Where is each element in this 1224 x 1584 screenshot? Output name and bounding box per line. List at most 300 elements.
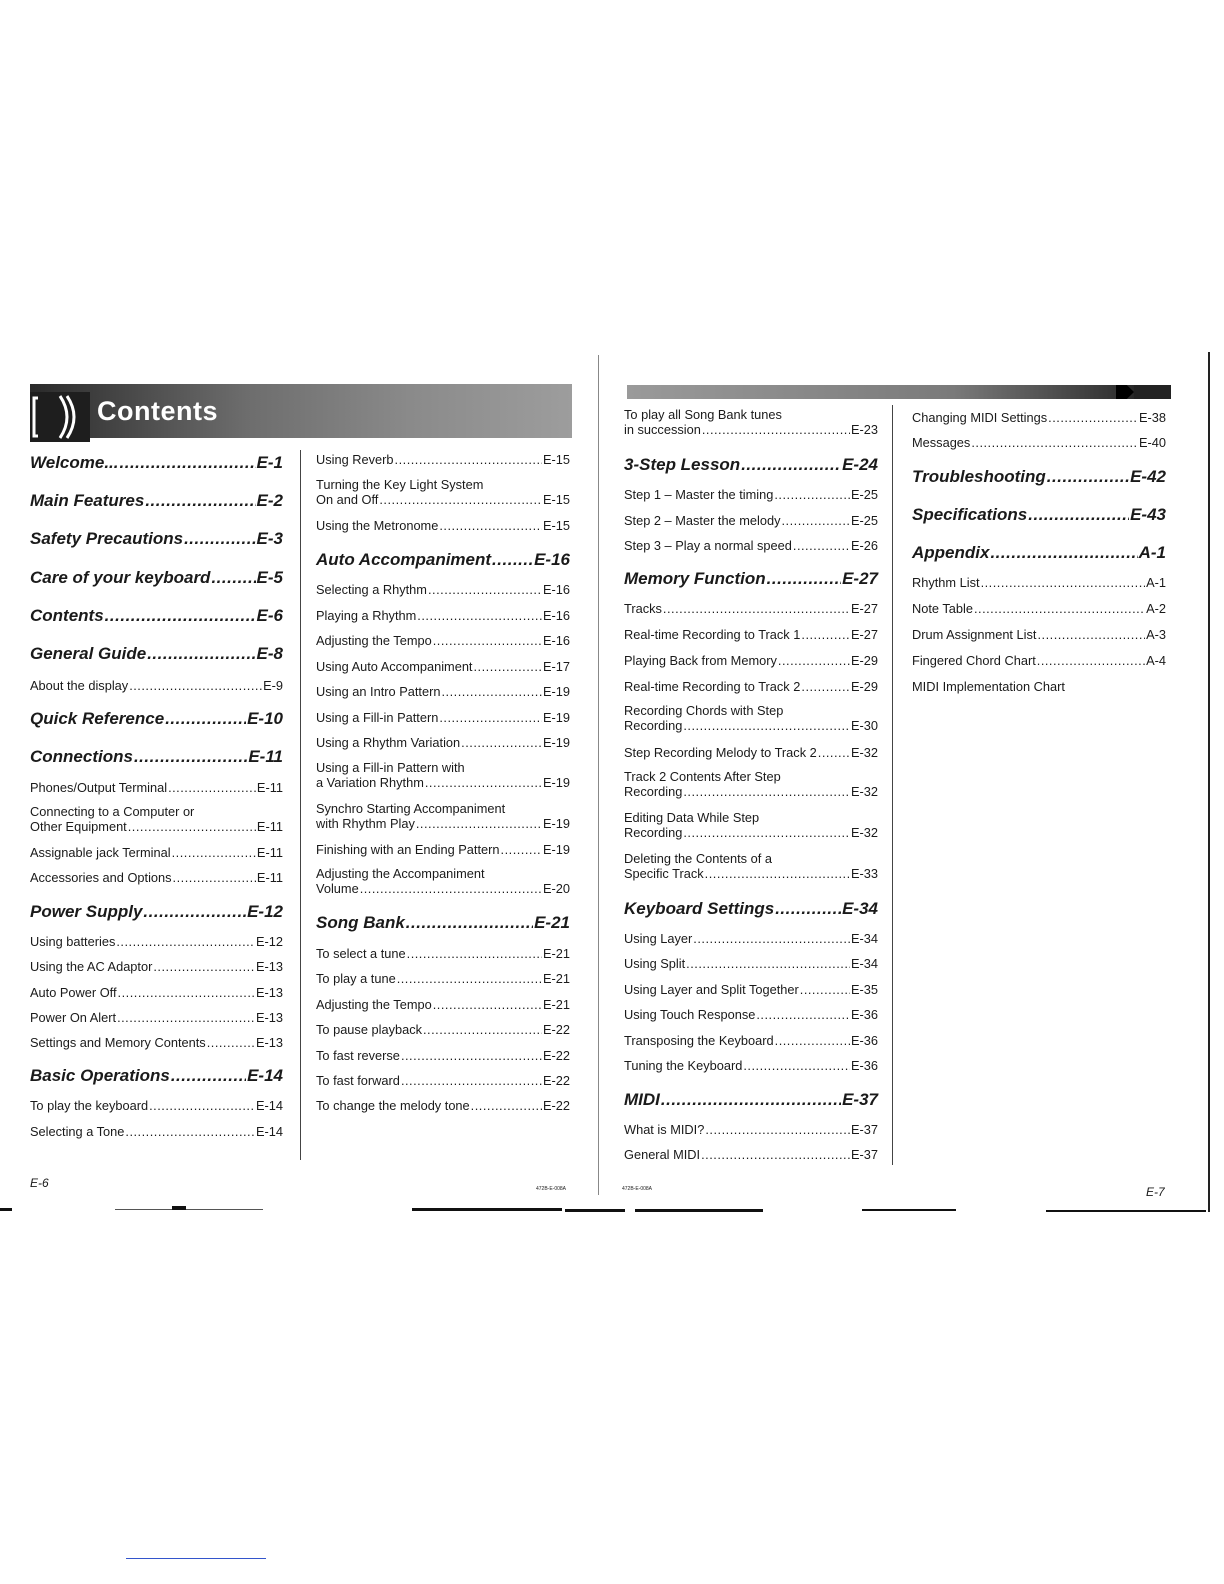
toc-entry-label: To fast reverse	[316, 1048, 400, 1063]
toc-entry-label: Changing MIDI Settings	[912, 410, 1048, 425]
page-number-left: E-6	[30, 1176, 49, 1190]
toc-page-number: E-6	[256, 606, 283, 625]
toc-entry-label-line1: Connecting to a Computer or	[30, 804, 195, 819]
toc-entry[interactable]	[30, 985, 283, 1000]
leader-dots	[379, 492, 542, 507]
toc-entry[interactable]	[624, 982, 878, 997]
toc-entry[interactable]	[30, 1098, 283, 1113]
leader-dots	[401, 1048, 542, 1063]
toc-entry-label: To fast forward	[316, 1073, 400, 1088]
toc-entry[interactable]	[912, 575, 1166, 590]
leader-dots	[145, 491, 255, 511]
toc-entry-label: Connections	[30, 747, 133, 766]
toc-entry-label-line2: Other Equipment	[30, 819, 127, 834]
toc-entry[interactable]	[316, 608, 570, 623]
toc-section[interactable]	[30, 902, 283, 922]
toc-entry[interactable]	[912, 627, 1166, 642]
toc-entry[interactable]	[624, 851, 878, 881]
toc-page-number: E-24	[842, 455, 878, 474]
toc-section[interactable]	[30, 747, 283, 767]
leader-dots	[441, 684, 541, 699]
toc-entry-label: Step Recording Melody to Track 2	[624, 745, 817, 760]
toc-page-number: E-34	[842, 899, 878, 918]
toc-entry-label: Basic Operations	[30, 1066, 170, 1085]
leader-dots	[683, 718, 850, 733]
toc-entry[interactable]	[316, 582, 570, 597]
toc-page-number: E-16	[542, 633, 570, 648]
leader-dots	[439, 518, 542, 533]
toc-page-number: E-38	[1138, 410, 1166, 425]
leader-dots	[105, 606, 256, 626]
toc-entry-label: Appendix	[912, 543, 990, 562]
toc-entry-label-line2: Recording	[624, 718, 683, 733]
toc-entry[interactable]	[316, 1022, 570, 1037]
leader-dots	[801, 627, 850, 642]
toc-entry[interactable]	[316, 1048, 570, 1063]
toc-entry-label: Note Table	[912, 601, 973, 616]
toc-entry-label: Tuning the Keyboard	[624, 1058, 743, 1073]
toc-page-number: E-34	[850, 931, 878, 946]
toc-entry[interactable]	[30, 870, 283, 885]
leader-dots	[471, 1098, 542, 1113]
toc-page-number: E-14	[247, 1066, 283, 1085]
scan-line-4	[412, 1208, 562, 1211]
toc-entry-label: Song Bank	[316, 913, 405, 932]
toc-entry-label: Troubleshooting	[912, 467, 1046, 486]
toc-entry[interactable]	[316, 997, 570, 1012]
toc-entry-label: Tracks	[624, 601, 662, 616]
toc-section[interactable]	[624, 899, 878, 919]
toc-entry-label: Using the AC Adaptor	[30, 959, 153, 974]
toc-entry[interactable]	[30, 1035, 283, 1050]
leader-dots	[360, 881, 542, 896]
toc-page-number: E-9	[263, 678, 283, 693]
toc-page-number: E-15	[542, 518, 570, 533]
toc-page-number: A-3	[1146, 627, 1166, 642]
toc-page-number: E-25	[850, 513, 878, 528]
toc-entry-label: General Guide	[30, 644, 147, 663]
toc-page-number: E-11	[256, 845, 283, 860]
toc-entry-label: Auto Accompaniment	[316, 550, 492, 569]
toc-entry-label-line2: a Variation Rhythm	[316, 775, 424, 790]
toc-entry[interactable]	[316, 710, 570, 725]
toc-entry-label-line1: Turning the Key Light System	[316, 477, 484, 492]
leader-dots	[433, 633, 542, 648]
toc-page-number: E-30	[850, 718, 878, 733]
toc-section[interactable]	[624, 455, 878, 475]
leader-dots	[461, 735, 542, 750]
toc-entry-label: Step 2 – Master the melody	[624, 513, 781, 528]
toc-page-number: E-8	[256, 644, 283, 663]
toc-entry-label: To play the keyboard	[30, 1098, 149, 1113]
toc-entry[interactable]	[30, 845, 283, 860]
toc-page-number: E-19	[542, 735, 570, 750]
leader-dots	[661, 1090, 841, 1110]
toc-entry-label: Playing a Rhythm	[316, 608, 417, 623]
toc-entry-label: Using a Rhythm Variation	[316, 735, 461, 750]
leader-dots	[149, 1098, 255, 1113]
toc-page-number: E-21	[542, 997, 570, 1012]
toc-entry-label-line2: in succession	[624, 422, 701, 437]
toc-page-number: E-14	[255, 1098, 283, 1113]
toc-section[interactable]	[30, 606, 283, 626]
toc-entry-label: To select a tune	[316, 946, 406, 961]
toc-section[interactable]	[912, 467, 1166, 487]
leader-dots	[756, 1007, 850, 1022]
toc-entry-label: Messages	[912, 435, 971, 450]
scan-line-8	[1046, 1210, 1206, 1212]
toc-entry-label-line1: Editing Data While Step	[624, 810, 760, 825]
toc-entry[interactable]	[316, 1073, 570, 1088]
toc-entry-label-line2: Recording	[624, 825, 683, 840]
leader-dots	[1028, 505, 1129, 525]
toc-page-number: E-13	[255, 1035, 283, 1050]
leader-dots	[974, 601, 1145, 616]
toc-entry[interactable]	[624, 487, 878, 502]
toc-page-number: E-3	[256, 529, 283, 548]
toc-entry-label-line2: On and Off	[316, 492, 379, 507]
toc-page-number: E-32	[850, 745, 878, 760]
toc-entry[interactable]	[316, 452, 570, 467]
toc-entry[interactable]	[912, 653, 1166, 668]
toc-page-number: E-19	[542, 684, 570, 699]
leader-dots	[693, 931, 850, 946]
scan-line-3	[172, 1206, 186, 1210]
toc-entry-label: Main Features	[30, 491, 145, 510]
toc-entry[interactable]	[624, 1058, 878, 1073]
leader-dots	[981, 575, 1146, 590]
toc-entry-label: Rhythm List	[912, 575, 980, 590]
leader-dots	[428, 582, 542, 597]
toc-entry-label: Contents	[30, 606, 104, 625]
toc-entry-label: Step 3 – Play a normal speed	[624, 538, 792, 553]
toc-page-number: E-11	[256, 780, 283, 795]
toc-entry[interactable]	[624, 513, 878, 528]
toc-entry-label: Memory Function	[624, 569, 766, 588]
toc-entry[interactable]	[316, 633, 570, 648]
toc-entry[interactable]	[316, 971, 570, 986]
toc-page-number: E-21	[542, 946, 570, 961]
toc-entry[interactable]	[624, 679, 878, 694]
toc-page-number: E-33	[850, 866, 878, 881]
toc-entry[interactable]	[624, 703, 878, 733]
leader-dots	[168, 780, 256, 795]
doc-code-left: 472B-E-008A	[536, 1186, 567, 1192]
toc-page-number: E-19	[542, 775, 570, 790]
toc-page-number: E-23	[850, 422, 878, 437]
toc-page-number: E-36	[850, 1058, 878, 1073]
leader-dots	[120, 453, 256, 473]
toc-page-number: E-14	[255, 1124, 283, 1139]
toc-section[interactable]	[30, 529, 283, 549]
toc-page-number: E-36	[850, 1033, 878, 1048]
toc-entry-label: Power Supply	[30, 902, 143, 921]
toc-entry[interactable]	[316, 659, 570, 674]
toc-page-number: E-21	[534, 913, 570, 932]
toc-entry-label: Selecting a Tone	[30, 1124, 125, 1139]
leader-dots	[211, 568, 255, 588]
leader-dots	[782, 513, 850, 528]
leader-dots	[705, 866, 850, 881]
toc-page-number: E-26	[850, 538, 878, 553]
toc-page-number: E-13	[255, 985, 283, 1000]
page-title: Contents	[97, 396, 218, 426]
toc-page-number: E-22	[542, 1098, 570, 1113]
toc-section[interactable]	[30, 568, 283, 588]
toc-entry-label: Welcome...	[30, 453, 119, 472]
toc-entry-label: Safety Precautions	[30, 529, 184, 548]
toc-entry[interactable]	[912, 679, 1166, 694]
scan-line-7	[862, 1209, 956, 1211]
toc-entry[interactable]	[316, 946, 570, 961]
toc-entry[interactable]	[316, 842, 570, 857]
toc-entry-label: Using the Metronome	[316, 518, 439, 533]
leader-dots	[406, 913, 533, 933]
toc-page-number: E-32	[850, 825, 878, 840]
leader-dots	[686, 956, 850, 971]
toc-page-number: E-22	[542, 1022, 570, 1037]
toc-page-number: E-16	[534, 550, 570, 569]
leader-dots	[990, 543, 1137, 563]
toc-entry-label: Using Auto Accompaniment	[316, 659, 473, 674]
toc-page-number: E-1	[256, 453, 283, 472]
toc-page-number: E-27	[850, 601, 878, 616]
toc-section[interactable]	[624, 569, 878, 589]
toc-entry-label-line2: Specific Track	[624, 866, 704, 881]
leader-dots	[501, 842, 542, 857]
toc-page-number: E-10	[247, 709, 283, 728]
toc-entry[interactable]	[316, 518, 570, 533]
leader-dots	[1048, 410, 1138, 425]
toc-page-number: E-11	[256, 819, 283, 834]
toc-entry[interactable]	[912, 435, 1166, 450]
toc-entry-label: Using a Fill-in Pattern	[316, 710, 439, 725]
toc-page-number: E-32	[850, 784, 878, 799]
toc-page-number: E-42	[1130, 467, 1166, 486]
toc-entry[interactable]	[30, 780, 283, 795]
toc-page-number: E-5	[256, 568, 283, 587]
toc-entry-label: Care of your keyboard	[30, 568, 211, 587]
toc-section[interactable]	[30, 644, 283, 664]
leader-dots	[705, 1122, 850, 1137]
toc-entry[interactable]	[624, 601, 878, 616]
leader-dots	[701, 1147, 850, 1162]
toc-section[interactable]	[30, 709, 283, 729]
toc-page-number: A-1	[1146, 575, 1166, 590]
toc-page-number: E-37	[842, 1090, 878, 1109]
column-divider-1	[300, 450, 301, 1160]
toc-entry[interactable]	[30, 959, 283, 974]
toc-entry[interactable]	[624, 1122, 878, 1137]
toc-page-number: E-40	[1138, 435, 1166, 450]
leader-dots	[395, 452, 542, 467]
toc-entry-label: Settings and Memory Contents	[30, 1035, 206, 1050]
toc-entry-label-line2: Volume	[316, 881, 359, 896]
leader-dots	[683, 784, 850, 799]
scan-line-1	[0, 1208, 12, 1211]
toc-page-number: E-22	[542, 1048, 570, 1063]
leader-dots	[1037, 627, 1145, 642]
leader-dots	[818, 745, 850, 760]
toc-entry-label: Using batteries	[30, 934, 116, 949]
leader-dots	[125, 1124, 255, 1139]
toc-section[interactable]	[316, 550, 570, 570]
toc-entry[interactable]	[316, 866, 570, 896]
leader-dots	[134, 747, 247, 767]
leader-dots	[702, 422, 850, 437]
toc-entry-label: MIDI	[624, 1090, 660, 1109]
toc-entry-label: To change the melody tone	[316, 1098, 470, 1113]
toc-page-number: E-27	[842, 569, 878, 588]
toc-entry[interactable]	[912, 410, 1166, 425]
leader-dots	[417, 608, 542, 623]
toc-entry[interactable]	[912, 601, 1166, 616]
leader-dots	[1037, 653, 1145, 668]
toc-entry-label: To play a tune	[316, 971, 396, 986]
toc-entry-label-line1: Adjusting the Accompaniment	[316, 866, 485, 881]
toc-entry-label-line1: Synchro Starting Accompaniment	[316, 801, 506, 816]
toc-section[interactable]	[30, 491, 283, 511]
scan-line-9	[126, 1558, 266, 1559]
toc-entry-label: Selecting a Rhythm	[316, 582, 427, 597]
toc-entry[interactable]	[316, 760, 570, 790]
toc-entry-label: What is MIDI?	[624, 1122, 705, 1137]
toc-entry[interactable]	[316, 735, 570, 750]
toc-entry[interactable]	[624, 810, 878, 840]
toc-entry[interactable]	[624, 538, 878, 553]
toc-entry[interactable]	[30, 934, 283, 949]
leader-dots	[116, 934, 255, 949]
leader-dots	[143, 902, 246, 922]
toc-page-number: E-16	[542, 582, 570, 597]
toc-entry[interactable]	[624, 627, 878, 642]
toc-page-number: E-34	[850, 956, 878, 971]
leader-dots	[971, 435, 1138, 450]
toc-page-number: E-12	[247, 902, 283, 921]
toc-entry[interactable]	[624, 956, 878, 971]
leader-dots	[801, 679, 850, 694]
toc-page-number: E-43	[1130, 505, 1166, 524]
leader-dots	[439, 710, 542, 725]
leader-dots	[793, 538, 850, 553]
toc-entry[interactable]	[624, 407, 878, 437]
toc-entry[interactable]	[624, 1147, 878, 1162]
toc-page-number: E-13	[255, 1010, 283, 1025]
toc-entry-label: About the display	[30, 678, 129, 693]
column-divider-3	[892, 405, 893, 1165]
leader-dots	[474, 659, 542, 674]
leader-dots	[425, 775, 542, 790]
leader-dots	[774, 487, 850, 502]
toc-entry-label: Power On Alert	[30, 1010, 117, 1025]
leader-dots	[800, 982, 850, 997]
toc-entry-label: 3-Step Lesson	[624, 455, 741, 474]
toc-page-number: E-29	[850, 679, 878, 694]
toc-entry[interactable]	[30, 1124, 283, 1139]
toc-page-number: E-37	[850, 1147, 878, 1162]
toc-section[interactable]	[316, 913, 570, 933]
toc-page-number: E-27	[850, 627, 878, 642]
toc-page-number: A-2	[1146, 601, 1166, 616]
doc-code-right: 472B-E-008A	[622, 1186, 653, 1192]
toc-section[interactable]	[912, 543, 1166, 563]
toc-entry[interactable]	[316, 684, 570, 699]
toc-section[interactable]	[30, 453, 283, 473]
leader-dots	[184, 529, 255, 549]
toc-entry-label: Phones/Output Terminal	[30, 780, 168, 795]
page-gutter	[598, 355, 599, 1195]
toc-entry-label: Using an Intro Pattern	[316, 684, 441, 699]
toc-entry-label: Keyboard Settings	[624, 899, 775, 918]
toc-entry[interactable]	[316, 801, 570, 831]
toc-entry-label: Step 1 – Master the timing	[624, 487, 774, 502]
toc-page-number: E-22	[542, 1073, 570, 1088]
toc-section[interactable]	[624, 1090, 878, 1110]
toc-section[interactable]	[912, 505, 1166, 525]
scan-line-2	[115, 1209, 263, 1210]
toc-entry-label: Finishing with an Ending Pattern	[316, 842, 500, 857]
leader-dots	[775, 1033, 850, 1048]
leader-dots	[743, 1058, 850, 1073]
toc-entry-label-line1: Recording Chords with Step	[624, 703, 784, 718]
page-number-right: E-7	[1146, 1185, 1165, 1199]
toc-entry-label: Playing Back from Memory	[624, 653, 777, 668]
toc-entry[interactable]	[30, 1010, 283, 1025]
toc-entry[interactable]	[624, 931, 878, 946]
toc-page-number: E-36	[850, 1007, 878, 1022]
toc-entry-label: Quick Reference	[30, 709, 165, 728]
toc-entry[interactable]	[624, 1007, 878, 1022]
toc-entry-label-line2: with Rhythm Play	[316, 816, 415, 831]
toc-entry[interactable]	[30, 804, 283, 834]
toc-entry[interactable]	[624, 653, 878, 668]
toc-page-number: E-37	[850, 1122, 878, 1137]
toc-entry[interactable]	[316, 477, 570, 507]
toc-entry-label: Using Layer and Split Together	[624, 982, 799, 997]
leader-dots	[778, 653, 850, 668]
toc-page-number: E-21	[542, 971, 570, 986]
toc-entry-label-line2: Recording	[624, 784, 683, 799]
toc-entry-label: Accessories and Options	[30, 870, 172, 885]
toc-entry-label: MIDI Implementation Chart	[912, 679, 1065, 694]
toc-entry-label: Specifications	[912, 505, 1028, 524]
toc-entry[interactable]	[624, 745, 878, 760]
toc-entry[interactable]	[316, 1098, 570, 1113]
toc-entry-label-line1: Using a Fill-in Pattern with	[316, 760, 465, 775]
scan-line-6	[635, 1209, 763, 1212]
toc-entry-label: Real-time Recording to Track 1	[624, 627, 801, 642]
toc-page-number: E-2	[256, 491, 283, 510]
toc-page-number: E-19	[542, 710, 570, 725]
toc-entry-label: Adjusting the Tempo	[316, 997, 432, 1012]
toc-entry[interactable]	[30, 678, 283, 693]
toc-page-number: A-1	[1138, 543, 1166, 562]
toc-entry-label: Real-time Recording to Track 2	[624, 679, 801, 694]
toc-entry-label: Using Layer	[624, 931, 693, 946]
toc-page-number: E-20	[542, 881, 570, 896]
toc-entry-label: Drum Assignment List	[912, 627, 1037, 642]
leader-dots	[165, 709, 246, 729]
leader-dots	[663, 601, 850, 616]
toc-page-number: E-15	[542, 452, 570, 467]
leader-dots	[401, 1073, 542, 1088]
toc-page-number: E-11	[256, 870, 283, 885]
toc-entry[interactable]	[624, 769, 878, 799]
toc-entry[interactable]	[624, 1033, 878, 1048]
toc-section[interactable]	[30, 1066, 283, 1086]
toc-entry-label-line1: Track 2 Contents After Step	[624, 769, 781, 784]
leader-dots	[153, 959, 255, 974]
